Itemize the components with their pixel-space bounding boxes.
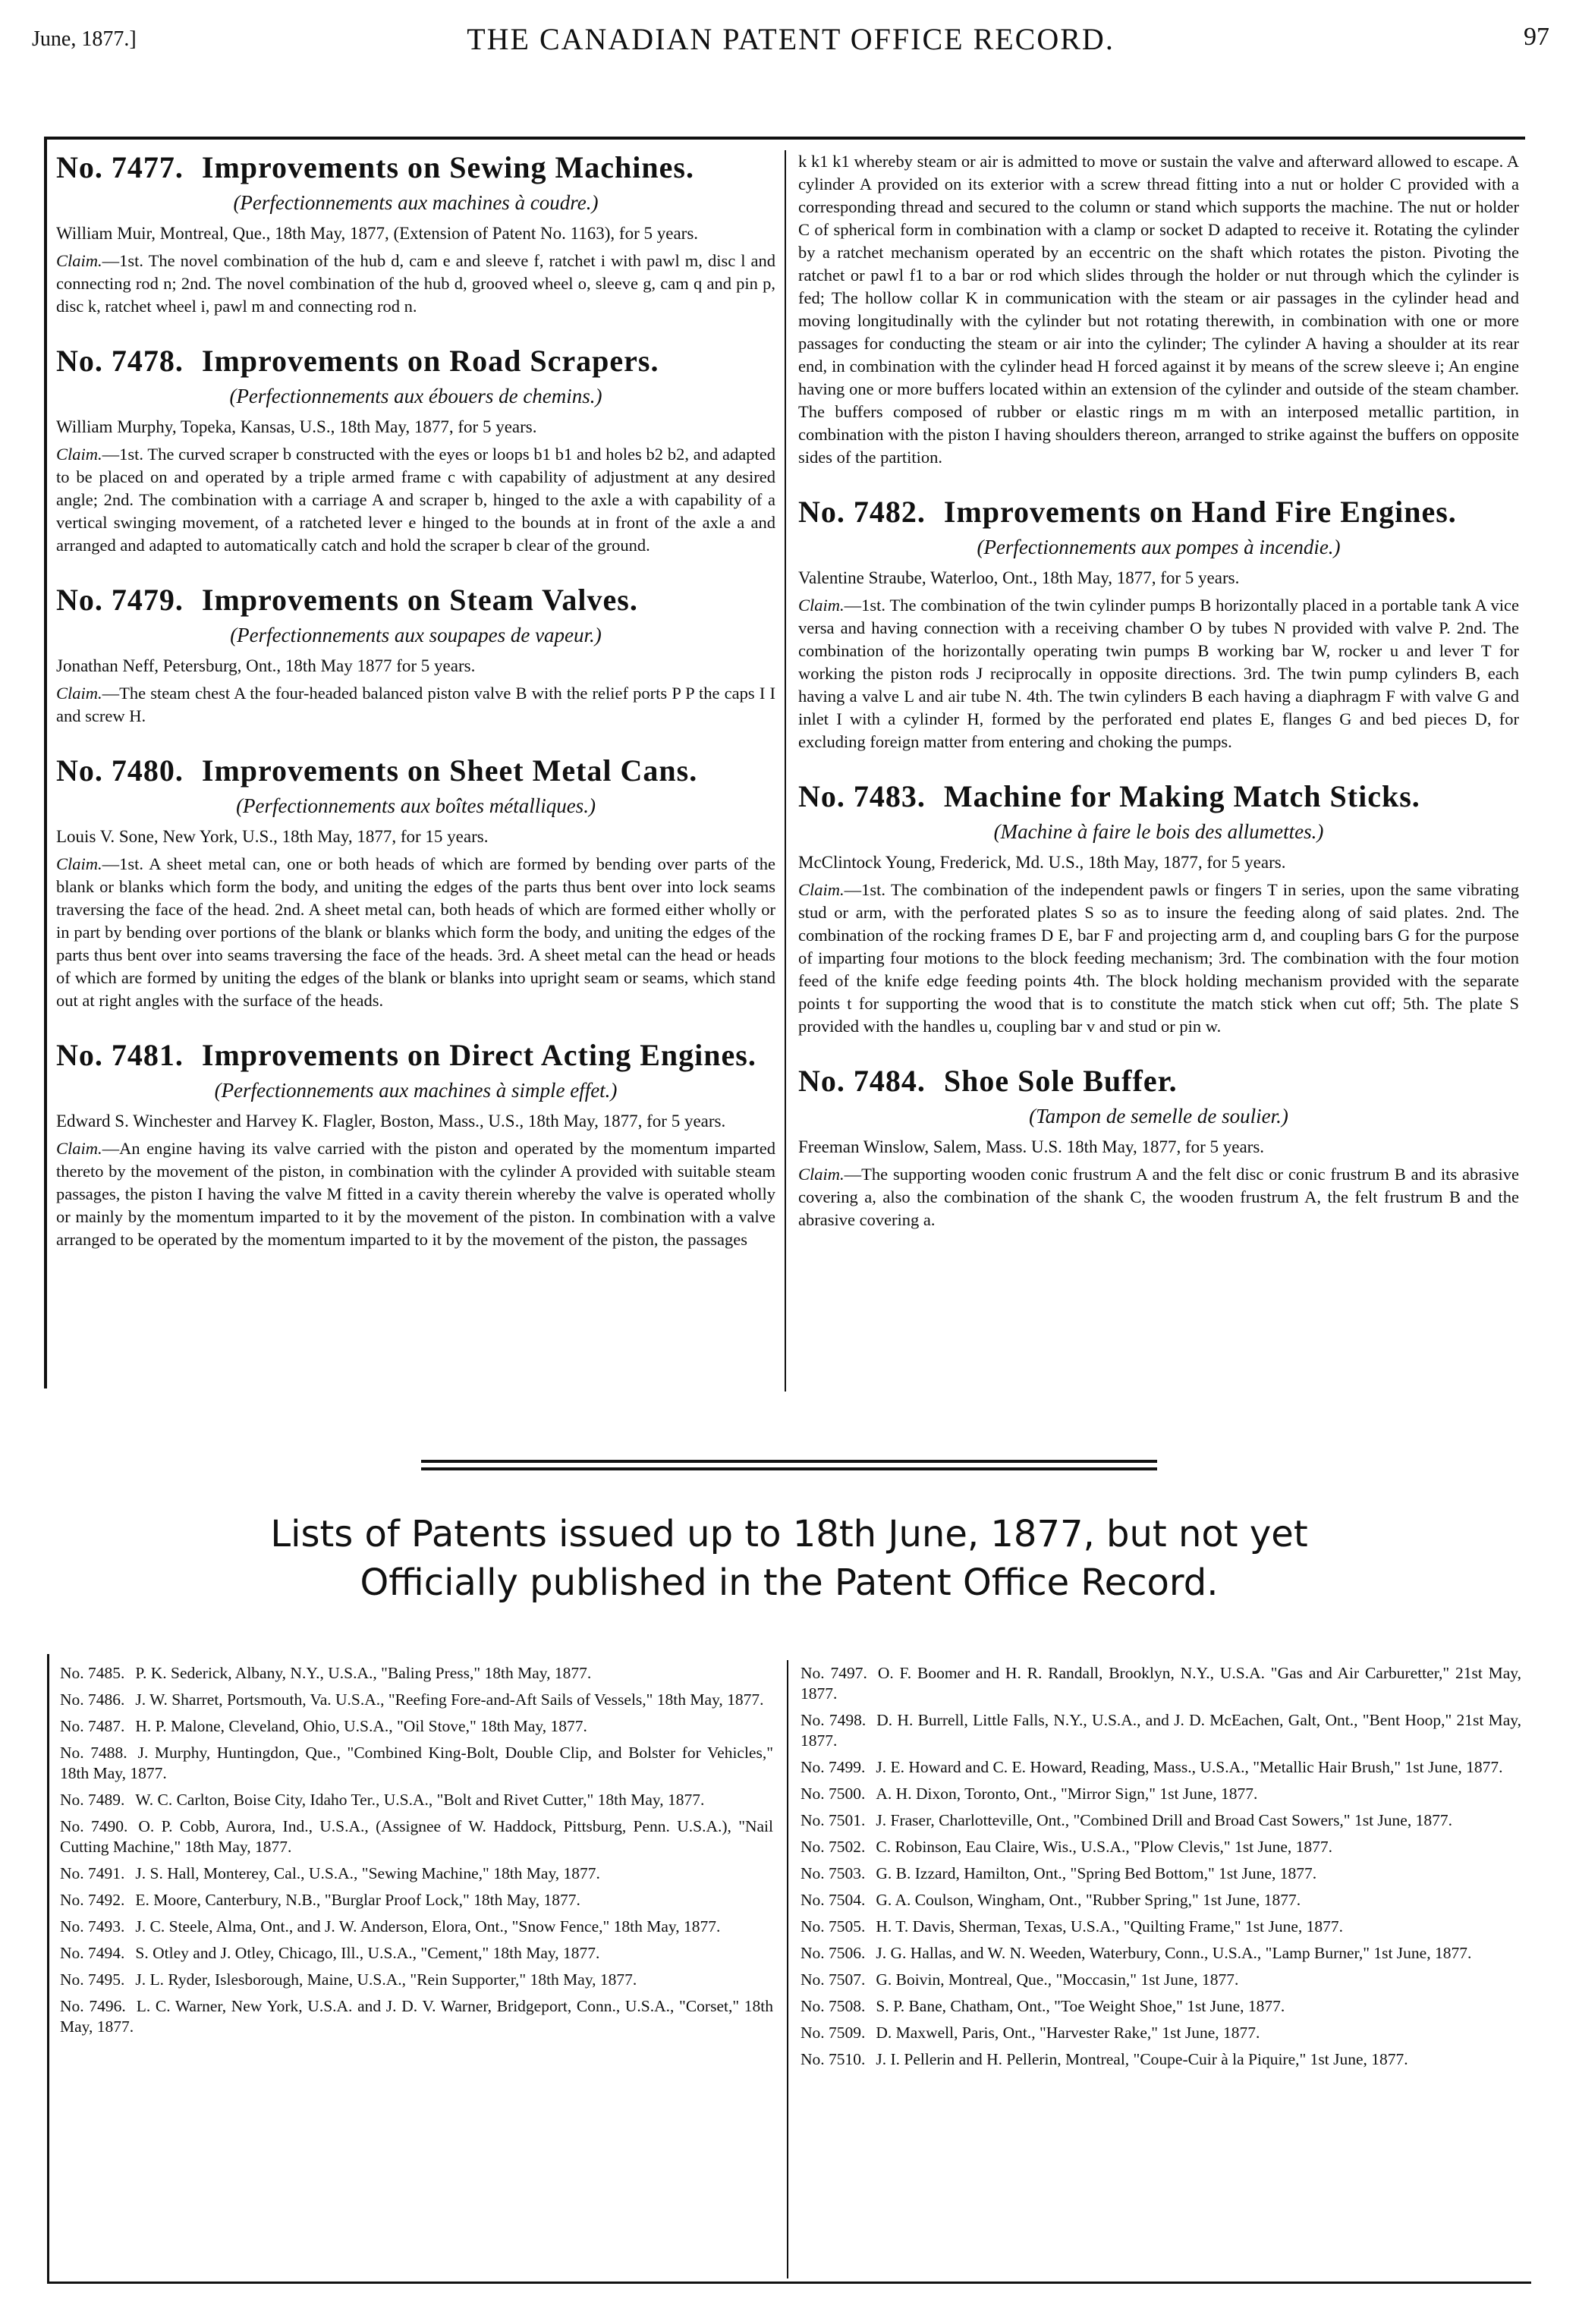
patent-claim — [798, 150, 1519, 469]
list-item-number: No. 7491. — [60, 1864, 125, 1882]
list-item-text: J. E. Howard and C. E. Howard, Reading, Mass., U.S.A., "Metallic Hair Brush," 1st June, 1877. — [876, 1758, 1503, 1776]
running-head — [32, 21, 1549, 59]
list-item-number: No. 7505. — [801, 1917, 866, 1936]
patent-heading — [798, 779, 1519, 814]
patent-title: Improvements on Sewing Machines. — [201, 150, 694, 184]
list-item — [60, 1790, 773, 1810]
patent-claim — [798, 879, 1519, 1038]
list-item-number: No. 7494. — [60, 1944, 125, 1962]
running-head-title: THE CANADIAN PATENT OFFICE RECORD. — [467, 22, 1115, 56]
patent-title: Improvements on Direct Acting Engines. — [201, 1038, 756, 1072]
list-item — [801, 1837, 1521, 1857]
patent-number: No. 7479. — [56, 583, 184, 617]
list-item-text: H. P. Malone, Cleveland, Ohio, U.S.A., "Oil Stove," 18th May, 1877. — [135, 1717, 587, 1735]
claim-label: Claim. — [56, 445, 102, 464]
list-item-number: No. 7507. — [801, 1970, 866, 1989]
patent-heading — [56, 753, 775, 788]
claim-text: —1st. The combination of the twin cylinder pumps B horizontally placed in a portable tank A vice versa and having connection with a receiving chamber O by tubes N provided with valve P. 2nd. The combination of the horizontally operating twin pumps B working bar W, rocker u and lever T for working the piston rods J reciprocally in opposite directions. 3rd. The twin pump cylinders B, each having a valve L and air tube N. 4th. The twin cylinders B each having a diaphragm F with valve G and inlet I with a cylinder H, formed by the perforated end plates E, flanges G and bed pieces D, for excluding foreign matter from entering and choking the pumps. — [798, 596, 1519, 751]
list-item — [60, 1690, 773, 1710]
list-item — [801, 1757, 1521, 1778]
list-item-number: No. 7493. — [60, 1917, 125, 1936]
list-item — [801, 1970, 1521, 1990]
patent-entry — [798, 1064, 1519, 1231]
list-item-number: No. 7488. — [60, 1744, 127, 1762]
patent-grantee: Freeman Winslow, Salem, Mass. U.S. 18th May, 1877, for 5 years. — [798, 1137, 1265, 1156]
patent-list-section — [47, 1654, 1531, 2284]
list-item-number: No. 7503. — [801, 1864, 866, 1882]
list-item — [60, 1663, 773, 1684]
list-item-number: No. 7497. — [801, 1664, 867, 1682]
claim-text: —1st. The combination of the independent pawls or fingers T in series, upon the same vibrating stud or arm, with the perforated plates S so as to insure the feeding along of said plates. 2nd. The combination of the rocking frames D E, bar F and projecting arm d, and coupling bars G for the purpose of imparting four motions to the block feeding mechanism; 3rd. The combination with the four motion feed of the knife edge feeding points 4th. The block holding mechanism provided with the separate points t for supporting the wood that is to constitute the match stick when cut off; 5th. The plate S provided with the handles u, coupling bar v and stud or pin w. — [798, 880, 1519, 1036]
list-item-number: No. 7506. — [801, 1944, 866, 1962]
list-item-number: No. 7500. — [801, 1785, 866, 1803]
list-item-number: No. 7490. — [60, 1817, 128, 1835]
patent-claim — [798, 1163, 1519, 1231]
patent-claim — [56, 853, 775, 1012]
patent-grantee: William Murphy, Topeka, Kansas, U.S., 18th May, 1877, for 5 years. — [56, 417, 537, 436]
patent-title: Improvements on Road Scrapers. — [201, 344, 659, 378]
claim-text: —1st. A sheet metal can, one or both heads of which are formed by bending over parts of the blank or blanks which form the body, and uniting the edges of the parts thus bent over into lock seams traversing the face of the head. 2nd. A sheet metal can, both heads of which are formed either wholly or in part by bending over portions of the blank or blanks which form the body, and uniting the edges of the parts thus bent over into seams traversing the face of the heads. 3rd. A sheet metal can the head or heads of which are formed by uniting the edges of the blank or blanks into upright seam or seams, which stand out at right angles with the surface of the heads. — [56, 854, 775, 1010]
list-item — [60, 1917, 773, 1937]
list-item-number: No. 7495. — [60, 1970, 125, 1989]
list-item-number: No. 7498. — [801, 1711, 867, 1729]
separator-rule — [421, 1467, 1157, 1470]
patent-french-title: (Perfectionnements aux ébouers de chemins.) — [229, 385, 602, 407]
patent-list-right-column — [801, 1663, 1521, 2076]
claim-label: Claim. — [798, 596, 845, 615]
list-item-number: No. 7502. — [801, 1838, 866, 1856]
list-item-text: S. P. Bane, Chatham, Ont., "Toe Weight Shoe," 1st June, 1877. — [876, 1997, 1285, 2015]
list-item — [801, 2049, 1521, 2070]
patent-heading — [56, 583, 775, 618]
list-item — [60, 1863, 773, 1884]
list-item-text: O. P. Cobb, Aurora, Ind., U.S.A., (Assignee of W. Haddock, Pittsburg, Penn. U.S.A.), "Nail Cutting Machine," 18th May, 1877. — [60, 1817, 773, 1856]
claim-label: Claim. — [798, 1165, 845, 1184]
list-item-number: No. 7501. — [801, 1811, 866, 1829]
claim-text: —1st. The novel combination of the hub d, cam e and sleeve f, ratchet i with pawl m, disc l and connecting rod n; 2nd. The novel combination of the hub d, grooved wheel o, sleeve g, cam q and pin p, disc k, ratchet wheel i, pawl m and connecting rod n. — [56, 251, 775, 316]
list-item — [801, 1863, 1521, 1884]
claim-text: —An engine having its valve carried with the piston and operated by the momentum imparted thereto by the movement of the piston, in combination with the cylinder A provided with suitable steam passages, the piston I having the valve M fitted in a cavity therein whereby the valve is operated wholly or mainly by the momentum imparted to it by the movement of the piston. In combination with a valve arranged to be operated by the momentum imparted to it by the movement of the piston, the passages — [56, 1139, 775, 1249]
patent-claim — [56, 250, 775, 318]
list-item-text: J. C. Steele, Alma, Ont., and J. W. Anderson, Elora, Ont., "Snow Fence," 18th May, 1877. — [135, 1917, 721, 1936]
list-item — [60, 1943, 773, 1964]
list-item — [801, 1663, 1521, 1704]
patent-grantee: Jonathan Neff, Petersburg, Ont., 18th May 1877 for 5 years. — [56, 656, 476, 675]
patent-french-title: (Perfectionnements aux machines à coudre.) — [233, 191, 599, 214]
list-item-text: J. S. Hall, Monterey, Cal., U.S.A., "Sewing Machine," 18th May, 1877. — [135, 1864, 600, 1882]
list-item-number: No. 7489. — [60, 1791, 125, 1809]
patent-entry — [798, 495, 1519, 753]
list-item-text: J. W. Sharret, Portsmouth, Va. U.S.A., "Reefing Fore-and-Aft Sails of Vessels," 18th May, 1877. — [135, 1690, 764, 1709]
claim-label: Claim. — [56, 854, 102, 873]
patent-heading — [56, 344, 775, 379]
list-item-text: J. I. Pellerin and H. Pellerin, Montreal, "Coupe-Cuir à la Piquire," 1st June, 1877. — [876, 2050, 1408, 2068]
list-item-number: No. 7487. — [60, 1717, 125, 1735]
list-item-number: No. 7496. — [60, 1997, 126, 2015]
patent-french-title: (Perfectionnements aux machines à simple effet.) — [214, 1079, 618, 1102]
list-item-text: J. G. Hallas, and W. N. Weeden, Waterbury, Conn., U.S.A., "Lamp Burner," 1st June, 1877. — [876, 1944, 1472, 1962]
list-item — [60, 1996, 773, 2037]
list-item-text: J. L. Ryder, Islesborough, Maine, U.S.A., "Rein Supporter," 18th May, 1877. — [135, 1970, 637, 1989]
list-item-text: P. K. Sederick, Albany, N.Y., U.S.A., "Baling Press," 18th May, 1877. — [135, 1664, 592, 1682]
patent-claim — [56, 682, 775, 728]
patent-french-title: (Perfectionnements aux pompes à incendie.) — [977, 536, 1341, 558]
patent-number: No. 7482. — [798, 495, 926, 529]
claim-text: —The steam chest A the four-headed balanced piston valve B with the relief ports P P the caps I I and screw H. — [56, 684, 775, 725]
list-item-number: No. 7510. — [801, 2050, 866, 2068]
list-item-number: No. 7492. — [60, 1891, 125, 1909]
list-item — [801, 1784, 1521, 1804]
list-item-text: G. B. Izzard, Hamilton, Ont., "Spring Bed Bottom," 1st June, 1877. — [876, 1864, 1317, 1882]
list-item-text: G. Boivin, Montreal, Que., "Moccasin," 1st June, 1877. — [876, 1970, 1239, 1989]
list-item-number: No. 7486. — [60, 1690, 125, 1709]
patent-title: Machine for Making Match Sticks. — [943, 779, 1420, 813]
running-head-date: June, 1877.] — [32, 27, 137, 51]
list-item-text: C. Robinson, Eau Claire, Wis., U.S.A., "Plow Clevis," 1st June, 1877. — [876, 1838, 1332, 1856]
patent-french-title: (Tampon de semelle de soulier.) — [1029, 1105, 1288, 1127]
patent-entry — [56, 753, 775, 1012]
patent-entry — [56, 583, 775, 728]
patent-entry — [56, 150, 775, 318]
list-item — [60, 1816, 773, 1857]
claim-text: —The supporting wooden conic frustrum A and the felt disc or conic frustrum B and its abrasive covering a, also the combination of the shank C, the wooden frustrum A, the felt frustrum B and the abrasive covering a. — [798, 1165, 1519, 1229]
list-item-text: W. C. Carlton, Boise City, Idaho Ter., U.S.A., "Bolt and Rivet Cutter," 18th May, 1877. — [135, 1791, 705, 1809]
patent-entry — [798, 779, 1519, 1038]
list-item-text: S. Otley and J. Otley, Chicago, Ill., U.S.A., "Cement," 18th May, 1877. — [135, 1944, 600, 1962]
claim-text: —1st. The curved scraper b constructed with the eyes or loops b1 b1 and holes b2 b2, and adapted to be placed on and operated by a triple armed frame c with capability of adjustment at any desired angle; 2nd. The combination with a carriage A and scraper b, hinged to the axle a with capability of a vertical swinging movement, of a ratcheted lever e hinged to the bounds at in front of the axle a and arranged and adapted to automatically catch and hold the scraper b clear of the ground. — [56, 445, 775, 555]
list-item — [801, 1917, 1521, 1937]
list-item-text: A. H. Dixon, Toronto, Ont., "Mirror Sign," 1st June, 1877. — [876, 1785, 1258, 1803]
list-item-text: E. Moore, Canterbury, N.B., "Burglar Proof Lock," 18th May, 1877. — [135, 1891, 580, 1909]
list-item-number: No. 7485. — [60, 1664, 125, 1682]
list-item-text: D. Maxwell, Paris, Ont., "Harvester Rake," 1st June, 1877. — [876, 2024, 1260, 2042]
patent-claim — [56, 443, 775, 557]
patent-number: No. 7484. — [798, 1064, 926, 1098]
patent-abstracts-section — [44, 137, 1525, 1388]
list-item-text: O. F. Boomer and H. R. Randall, Brooklyn, N.Y., U.S.A. "Gas and Air Carburetter," 21st May, 1877. — [801, 1664, 1521, 1703]
list-item — [801, 1810, 1521, 1831]
patent-french-title: (Perfectionnements aux soupapes de vapeur.) — [230, 624, 602, 646]
list-item-text: J. Fraser, Charlotteville, Ont., "Combined Drill and Broad Cast Sowers," 1st June, 1877. — [876, 1811, 1452, 1829]
patent-grantee: William Muir, Montreal, Que., 18th May, 1877, (Extension of Patent No. 1163), for 5 years. — [56, 224, 699, 243]
patent-grantee: McClintock Young, Frederick, Md. U.S., 18th May, 1877, for 5 years. — [798, 853, 1286, 872]
abstracts-left-column — [56, 150, 775, 1388]
list-item — [801, 2023, 1521, 2043]
patent-entry — [56, 1038, 775, 1251]
patent-title: Improvements on Hand Fire Engines. — [943, 495, 1457, 529]
column-divider — [787, 1660, 788, 2278]
list-item — [60, 1743, 773, 1784]
list-item — [801, 1996, 1521, 2017]
claim-label: Claim. — [56, 251, 102, 270]
patent-french-title: (Machine à faire le bois des allumettes.) — [993, 820, 1324, 843]
patent-number: No. 7477. — [56, 150, 184, 184]
claim-text: k k1 k1 whereby steam or air is admitted to move or sustain the valve and afterward allowed to escape. A cylinder A provided on its exterior with a screw thread fitting into a nut or holder C provided with a corresponding thread and secured to the column or stand which supports the machine. The nut or holder C of spherical form in combination with a clamp or socket D adapted to receive it. Rotating the cylinder by a ratchet mechanism operated by an eccentric on the shaft which rotates the piston. Pivoting the ratchet or pawl f1 to a bar or rod which slides through the holder or nut through which the cylinder is fed; The hollow collar K in communication with the steam or air passages in the cylinder head and moving longitudinally with the cylinder but not rotating therewith, in combination with one or more passages for conducting the steam or air into the cylinder; The cylinder A having a shoulder at its rear end, in combination with the cylinder head H forced against it by means of the screw sleeve i; An engine having one or more buffers located within an extension of the cylinder and outside of the steam chamber. The buffers composed of rubber or elastic rings m m with an interposed metallic partition, in combination with the piston I having shoulders thereon, arranged to strike against the buffers on opposite sides of the partition. — [798, 152, 1519, 467]
patent-number: No. 7483. — [798, 779, 926, 813]
patent-heading — [56, 1038, 775, 1073]
patent-title: Improvements on Steam Valves. — [201, 583, 638, 617]
patent-heading — [798, 495, 1519, 530]
list-item-number: No. 7504. — [801, 1891, 866, 1909]
patent-grantee: Valentine Straube, Waterloo, Ont., 18th May, 1877, for 5 years. — [798, 568, 1240, 587]
page-number: 97 — [1524, 23, 1549, 51]
claim-label: Claim. — [56, 684, 102, 703]
list-item-text: H. T. Davis, Sherman, Texas, U.S.A., "Quilting Frame," 1st June, 1877. — [876, 1917, 1344, 1936]
patent-number: No. 7481. — [56, 1038, 184, 1072]
patent-heading — [56, 150, 775, 185]
list-item-text: G. A. Coulson, Wingham, Ont., "Rubber Spring," 1st June, 1877. — [876, 1891, 1301, 1909]
list-item — [801, 1890, 1521, 1910]
list-item-number: No. 7499. — [801, 1758, 866, 1776]
patent-entry-continuation — [798, 150, 1519, 469]
abstracts-right-column — [798, 150, 1519, 1388]
list-item — [60, 1890, 773, 1910]
patent-grantee: Louis V. Sone, New York, U.S., 18th May, 1877, for 15 years. — [56, 827, 489, 846]
list-item — [801, 1943, 1521, 1964]
patent-french-title: (Perfectionnements aux boîtes métalliques.) — [236, 794, 596, 817]
section-separator — [421, 1460, 1157, 1475]
patent-list-left-column — [60, 1663, 773, 2043]
patent-title: Shoe Sole Buffer. — [943, 1064, 1178, 1098]
list-item-number: No. 7509. — [801, 2024, 866, 2042]
lists-heading-line: Lists of Patents issued up to 18th June, 1877, but not yet — [270, 1513, 1308, 1555]
list-item — [60, 1716, 773, 1737]
claim-label: Claim. — [56, 1139, 102, 1158]
patent-title: Improvements on Sheet Metal Cans. — [201, 753, 698, 788]
list-item-text: J. Murphy, Huntingdon, Que., "Combined King-Bolt, Double Clip, and Bolster for Vehicles," 18th May, 1877. — [60, 1744, 773, 1782]
patent-claim — [56, 1137, 775, 1251]
claim-label: Claim. — [798, 880, 845, 899]
patent-entry — [56, 344, 775, 557]
patent-claim — [798, 594, 1519, 753]
patent-heading — [798, 1064, 1519, 1099]
patent-number: No. 7480. — [56, 753, 184, 788]
lists-heading — [30, 1510, 1548, 1607]
patent-number: No. 7478. — [56, 344, 184, 378]
list-item-number: No. 7508. — [801, 1997, 866, 2015]
list-item — [60, 1970, 773, 1990]
patent-grantee: Edward S. Winchester and Harvey K. Flagler, Boston, Mass., U.S., 18th May, 1877, for 5 years. — [56, 1112, 726, 1131]
column-divider — [785, 150, 786, 1392]
lists-heading-line: Officially published in the Patent Office Record. — [360, 1561, 1219, 1604]
list-item-text: D. H. Burrell, Little Falls, N.Y., U.S.A., and J. D. McEachen, Galt, Ont., "Bent Hoop," 21st May, 1877. — [801, 1711, 1521, 1750]
list-item-text: L. C. Warner, New York, U.S.A. and J. D. V. Warner, Bridgeport, Conn., U.S.A., "Corset," 18th May, 1877. — [60, 1997, 774, 2036]
list-item — [801, 1710, 1521, 1751]
separator-rule — [421, 1460, 1157, 1463]
